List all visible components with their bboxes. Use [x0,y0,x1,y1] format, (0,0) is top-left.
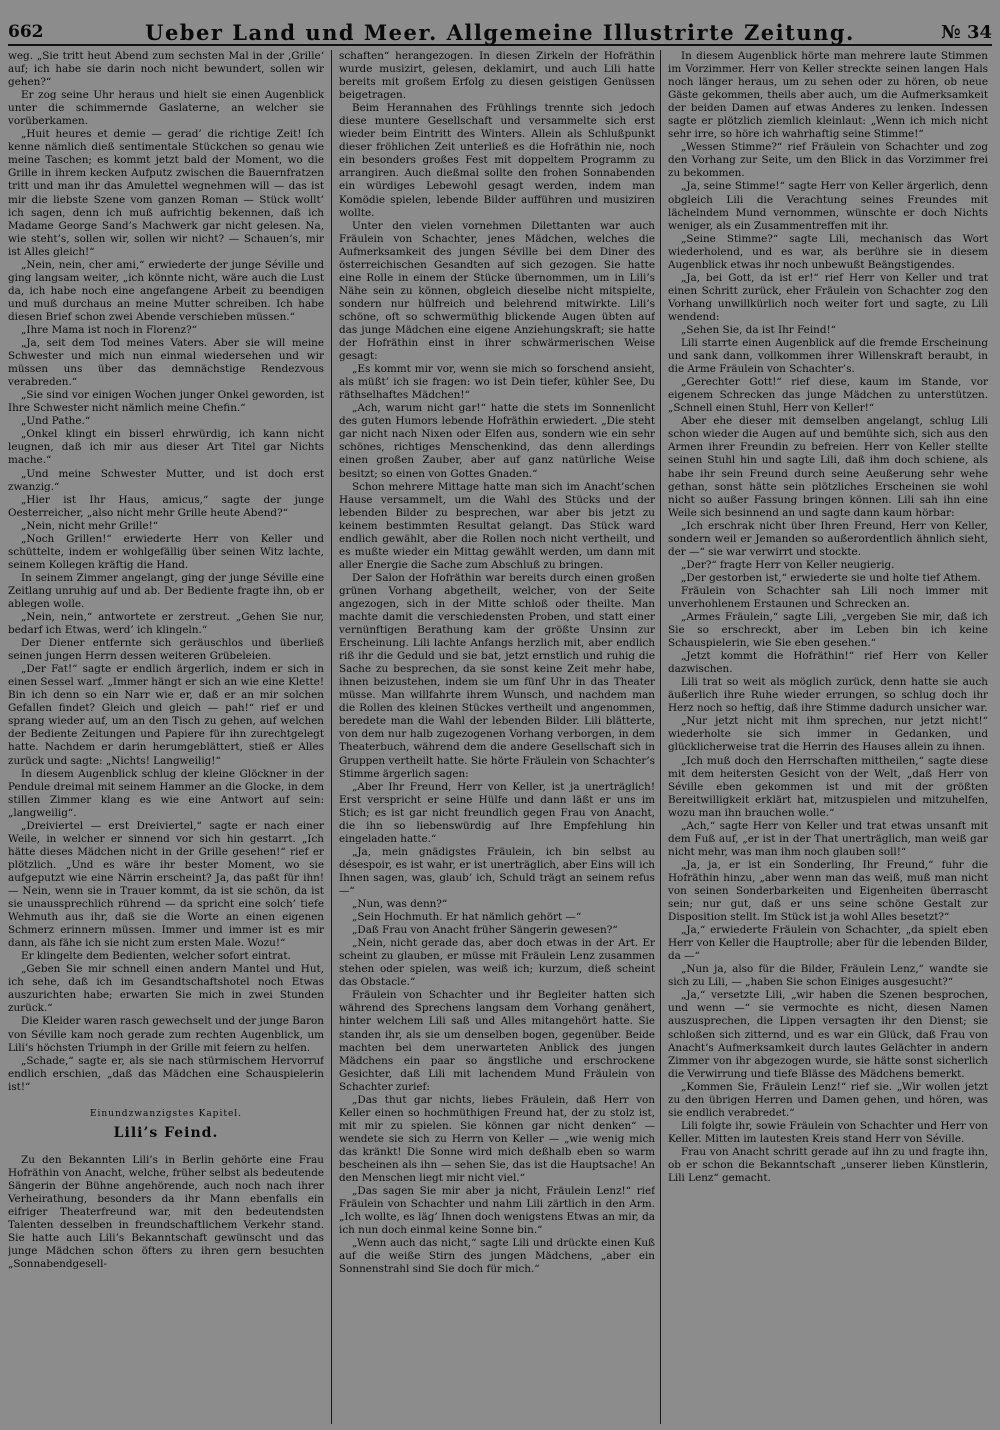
page-header [8,6,992,46]
paragraph: „Ich erschrak nicht über Ihren Freund, Herr von Keller, sondern weil er Jemanden so außerordentlich ähnlich sieht, der —“ sie war verwirrt und stockte. [668,519,988,558]
paragraph: „Es kommt mir vor, wenn sie mich so forschend ansieht, als müßt’ ich sie fragen: wo ist Dein tiefer, kühler See, Du räthselhaftes Mädchen!“ [339,363,655,402]
column-divider [660,50,661,1424]
chapter-label: Einundzwanzigstes Kapitel. [89,1108,243,1119]
paragraph: In diesem Augenblick schlug der kleine Glöckner in der Pendule dreimal mit seinem Hammer an die Glocke, in dem stillen Zimmer klang es wie eine Antwort auf sein: „langweilig“. [8,767,324,819]
paragraph: „Das sagen Sie mir aber ja nicht, Fräulein Lenz!“ rief Fräulein von Schachter und nahm Lili zärtlich in den Arm. „Ich wollte, es läg’ Ihnen doch wenigstens Etwas an mir, da ich nun doch einmal keine Sonne bin.“ [339,1185,655,1237]
paragraph: „Nur jetzt nicht mit ihm sprechen, nur jetzt nicht!“ wiederholte sie sich immer in Gedanken, und glücklicherweise trat die Herrin des Hauses allein zu ihnen. [668,715,988,754]
paragraph: Beim Herannahen des Frühlings trennte sich jedoch diese muntere Gesellschaft und versammelte sich erst wieder beim Eintritt des Winters. Allein als Schlußpunkt dieser fröhlichen Zeit unterließ es die Hofräthin nie, noch ein besonders großes Fest mit doppeltem Programm zu arrangiren. Auch dießmal sollte den frohen Sonnabenden ein würdiges Lebewohl gesagt werden, indem man Komödie spielen, lebende Bilder aufführen und musiziren wollte. [339,102,655,219]
paragraph: „Geben Sie mir schnell einen andern Mantel und Hut, ich sehe, daß ich im Gesandtschaftshotel noch Etwas auszurichten habe; erwarten Sie mich in zwei Stunden zurück.“ [8,963,324,1015]
paragraph: „Sein Hochmuth. Er hat nämlich gehört —“ [352,911,582,924]
paragraph: „Nein, nein, cher ami,“ erwiederte der junge Séville und ging langsam weiter, „ich könnte nicht, wäre auch die Lust da, ich habe noch eine angefangene Arbeit zu beendigen und muß durchaus an meine Mutter schreiben. Ich habe diesen Brief schon zwei Abende verschieben müssen.“ [8,258,324,323]
paragraph: Aber ehe dieser mit demselben angelangt, schlug Lili schon wieder die Augen auf und bemühte sich, sich aus den Armen ihrer Freundin zu befreien. Herr von Keller stellte seinen Stuhl hin und sagte Lili, daß ihm doch schiene, als habe ihr sein Freund durch seine Aeußerung sehr wehe gethan, sonst hätte sein plötzliches Erscheinen sie wohl nicht so außer Fassung bringen können. Lili sah ihn eine Weile sich besinnend an und sagte dann kaum hörbar: [668,415,988,519]
page-number: 662 [8,22,44,42]
column-divider [331,50,332,1424]
chapter-title: Lili’s Feind. [113,1124,219,1141]
paragraph: „Nein, nein,“ antwortete er zerstreut. „Gehen Sie nur, bedarf ich Etwas, werd’ ich klingeln.“ [8,611,324,637]
paragraph: „Ich muß doch den Herrschaften mittheilen,“ sagte diese mit dem heitersten Gesicht von der Welt, „daß Herr von Séville eben gekommen ist und mit der größten Bereitwilligkeit erklärt hat, mitzuspielen und mitzuhelfen, wozu man ihn brauchen wolle.“ [668,754,988,819]
paragraph: Fräulein von Schachter und ihr Begleiter hatten sich während des Sprechens langsam dem Vorhang genähert, hinter welchem Lili saß und Alles mitangehört hatte. Sie standen ihr, als sie um denselben bogen, gegenüber. Beide machten bei dem unerwarteten Anblick des jungen Mädchens ein paar so ängstliche und erschrockene Gesichter, daß Lili mit lachendem Mund Fräulein von Schachter zurief: [339,989,655,1093]
paragraph: Lili trat so weit als möglich zurück, denn hatte sie auch äußerlich ihre Ruhe wieder errungen, so schlug doch ihr Herz noch so heftig, daß ihre Stimme dadurch unsicher war. [668,676,988,715]
paragraph: „Kommen Sie, Fräulein Lenz!“ rief sie. „Wir wollen jetzt zu den übrigen Herren und Damen gehen, und hören, was sie endlich verabredet.“ [668,1080,988,1119]
paragraph: „Ihre Mama ist noch in Florenz?“ [21,323,197,336]
paragraph: „Nun, was denn?“ [352,898,448,911]
paragraph: „Hier ist Ihr Haus, amicus,“ sagte der junge Oesterreicher, „also nicht mehr Grille heute Abend?“ [8,493,324,519]
paragraph: „Jetzt kommt die Hofräthin!“ rief Herr von Keller dazwischen. [668,650,988,676]
paragraph: „Daß Frau von Anacht früher Sängerin gewesen?“ [352,924,618,937]
paragraph: „Schade,“ sagte er, als sie nach stürmischem Hervorruf endlich erschien, „daß das Mädchen eine Schauspielerin ist!“ [8,1054,324,1093]
paragraph: „Gerechter Gott!“ rief diese, kaum im Stande, vor eigenem Schrecken das junge Mädchen zu unterstützen. „Schnell einen Stuhl, Herr von Keller!“ [668,376,988,415]
paragraph: In diesem Augenblick hörte man mehrere laute Stimmen im Vorzimmer. Herr von Keller streckte seinen langen Hals noch länger heraus, um zu sehen oder zu hören, ob neue Gäste gekommen, theils aber auch, um die Aufmerksamkeit der beiden Damen auf etwas Anderes zu lenken. Indessen sagte er plötzlich ziemlich kleinlaut: „Wenn ich mich nicht sehr irre, so höre ich wahrhaftig seine Stimme!“ [668,50,988,141]
paragraph: schaften“ herangezogen. In diesen Zirkeln der Hofräthin wurde musizirt, gelesen, deklamirt, und auch Lili hatte bereits mit großem Erfolg zu diesen geistigen Genüssen beigetragen. [339,50,655,102]
paragraph: „Huit heures et demie — gerad’ die richtige Zeit! Ich kenne nämlich dieß sentimentale Stückchen so genau wie meine Taschen; es kommt jetzt bald der Moment, wo die Grille in ihrem kecken Aufputz zwischen die Bauernfratzen tritt und man ihr das Amulettel wegnehmen will — das ist mir die liebste Szene vom ganzen Roman — Stück wollt’ ich sagen, denn ich muß aufrichtig bekennen, daß ich Madame George Sand’s Machwerk gar nicht gelesen. Na, wie steht’s, sollen wir, sollen wir nicht? — Schauen’s, mir ist Alles gleich!“ [8,128,324,258]
paragraph: „Nein, nicht mehr Grille!“ [21,519,159,532]
paragraph: „Sie sind vor einigen Wochen junger Onkel geworden, ist Ihre Schwester nicht nämlich meine Chefin.“ [8,389,324,415]
paragraph: „Noch Grillen!“ erwiederte Herr von Keller und schüttelte, indem er wohlgefällig über seinen Witz lachte, seinem Kollegen kräftig die Hand. [8,532,324,571]
paragraph: „Nun ja, also für die Bilder, Fräulein Lenz,“ wandte sie sich zu Lili, — „haben Sie schon Einiges ausgesucht?“ [668,963,988,989]
paragraph: Der Salon der Hofräthin war bereits durch einen großen grünen Vorhang abgetheilt, welcher, von der Seite angezogen, sich in der Mitte schloß oder theilte. Man machte damit die verschiedensten Proben, und statt einer vernünftigen Berathung kam der größte Unsinn zur Erscheinung. Lili lachte Anfangs herzlich mit, aber endlich riß ihr die Geduld und sie bat, jetzt ernstlich und ruhig die Sache zu besprechen, da sie sonst keine Zeit mehr habe, ihnen beizustehen, indem sie um fünf Uhr in das Theater müsse. Man willfahrte ihrem Wunsch, und nachdem man die Rollen des kleinen Stückes vertheilt und angenommen, beredete man die Wahl der lebenden Bilder. Lili blätterte, von dem nur halb zugezogenen Vorhang verborgen, in dem Theaterbuch, während dem die andere Gesellschaft sich in Gruppen vertheilt hatte. Sie hörte Fräulein von Schachter’s Stimme ärgerlich sagen: [339,571,655,780]
paragraph: „Der?“ fragte Herr von Keller neugierig. [681,558,895,571]
paragraph: „Das thut gar nichts, liebes Fräulein, daß Herr von Keller einen so hochmüthigen Freund hat, der zu stolz ist, mit mir zu spielen. Sie können gar nicht denken“ — wendete sie sich zu Herrn von Keller — „wie wenig mich das kränkt! Die Sonne wird mich deßhalb eben so warm bescheinen als ihn — sehen Sie, das ist die Hauptsache! An den Menschen liegt mir nicht viel.“ [339,1093,655,1185]
paragraph: Unter den vielen vornehmen Dilettanten war auch Fräulein von Schachter, jenes Mädchen, welches die Aufmerksamkeit des jungen Séville bei dem Diner des österreichischen Gesandten auf sich gezogen. Sie hatte eine Rolle in einem der Stücke übernommen, um in Lili’s Nähe sein zu können, obgleich dieselbe nicht mitspielte, sondern nur hülfreich und belehrend mitwirkte. Lili’s schöne, oft so schwermüthig blickende Augen übten auf das junge Mädchen eine eigene Anziehungskraft; sie hatte der Hofräthin einst in ihrer schwärmerischen Weise gesagt: [339,219,655,363]
paragraph: „Wessen Stimme?“ rief Fräulein von Schachter und zog den Vorhang zur Seite, um den Blick in das Vorzimmer frei zu bekommen. [668,141,988,180]
paragraph: „Ja, mein gnädigstes Fräulein, ich bin selbst au désespoir, es ist wahr, er ist unerträglich, aber Eins will ich Ihnen sagen, was, glaub’ ich, Schuld trägt an seinem refus —“ [339,845,655,897]
paragraph: „Dreiviertel — erst Dreiviertel,“ sagte er nach einer Weile, in welcher er sinnend vor sich hin gestarrt. „Ich hätte dieses Mädchen nicht in der Grille gesehen!“ rief er plötzlich. „Und es wäre ihr bester Moment, wo sie aufgeputzt wie eine Närrin erscheint? Ja, das paßt für ihn! — Nein, wenn sie in Trauer kommt, da ist sie schön, da ist sie unaussprechlich rührend — da spricht eine solch’ tiefe Wehmuth aus ihr, daß sie die Worte an einen eigenen Schmerz erinnern müssen. Immer und immer ist es mir dann, als fähe ich sie nicht zum ersten Male. Wozu!“ [8,819,324,950]
paragraph: „Und Pathe.“ [21,415,91,428]
paragraph: „Und meine Schwester Mutter, und ist doch erst zwanzig.“ [8,467,324,493]
paragraph: „Ja,“ versetzte Lili, „wir haben die Szenen besprochen, und wenn —“ sie vermochte es nicht, diesen Namen auszusprechen, die Lippen versagten ihr den Dienst; sie schloßen sich zitternd, und es war ein Glück, daß Frau von Anacht’s Aufmerksamkeit durch lautes Gelächter in andern Zimmer von ihr abgezogen wurde, sie hätte sonst sicherlich die Verwirrung und tiefe Blässe des Mädchens bemerkt. [668,989,988,1080]
column-3 [668,50,988,1424]
paragraph: „Aber Ihr Freund, Herr von Keller, ist ja unerträglich! Erst verspricht er seine Hülfe und dann läßt er uns im Stich; es ist gar nicht freundlich gegen Frau von Anacht, die ihn so liebenswürdig auf Ihre Empfehlung hin eingeladen hatte.“ [339,780,655,845]
paragraph: Frau von Anacht schritt gerade auf ihn zu und fragte ihn, ob er schon die Bekanntschaft „unserer lieben Künstlerin, Lili Lenz“ gemacht. [668,1145,988,1185]
paragraph: „Sehen Sie, da ist Ihr Feind!“ [681,323,836,336]
paragraph: weg. „Sie tritt heut Abend zum sechsten Mal in der ‚Grille‘ auf; ich habe sie darin noch nicht bewundert, sollen wir gehen?“ [8,50,324,89]
text-columns [8,50,992,1424]
paragraph: „Nein, nicht gerade das, aber doch etwas in der Art. Er scheint zu glauben, er müsse mit Fräulein Lenz zusammen stehen oder spielen, was weiß ich; kurzum, dieß scheint das Obstacle.“ [339,937,655,989]
paragraph: Er klingelte dem Bedienten, welcher sofort eintrat. [21,950,291,963]
paragraph: „Ja, ja, er ist ein Sonderling, Ihr Freund,“ fuhr die Hofräthin hinzu, „aber wenn man das weiß, muß man nicht von seinen Sonderbarkeiten und Eigenheiten überrascht sein; nur gut, daß er uns seine schöne Gestalt zur Disposition stellt. Im Stück ist ja wohl Alles besetzt?“ [668,858,988,924]
paragraph: „Ja, bei Gott, da ist er!“ rief Herr von Keller und trat einen Schritt zurück, eher Fräulein von Schachter zog den Vorhang unwillkürlich noch weiter fort und sagte, zu Lili wendend: [668,271,988,323]
paragraph: „Seine Stimme?“ sagte Lili, mechanisch das Wort wiederholend, und es war, als berühre sie in diesem Augenblick etwas ihr noch unbewußt Beängstigendes. [668,232,988,271]
paragraph: „Ja, seine Stimme!“ sagte Herr von Keller ärgerlich, denn obgleich Lili die Verachtung seines Freundes mit lächelndem Mund vernommen, wünschte er doch Nichts weniger, als ein Zusammentreffen mit ihr. [668,180,988,232]
paragraph: „Wenn auch das nicht,“ sagte Lili und drückte einen Kuß auf die weiße Stirn des jungen Mädchens, „aber ein Sonnenstrahl sind Sie doch für mich.“ [339,1237,655,1276]
paragraph: „Onkel klingt ein bisserl ehrwürdig, ich kann nicht leugnen, daß ich mir aus dieser Art Titel gar Nichts mache.“ [8,428,324,467]
paragraph: Schon mehrere Mittage hatte man sich im Anacht’schen Hause versammelt, um die Wahl des Stücks und der lebenden Bilder zu besprechen, war aber bis jetzt zu keinem bestimmten Resultat gelangt. Das Stück ward endlich gewählt, aber die Rollen noch nicht vertheilt, und es mußte wieder ein Mittag gewählt werden, um dann mit aller Energie die Sache zum Abschluß zu bringen. [339,480,655,571]
paragraph: Die Kleider waren rasch gewechselt und der junge Baron von Séville kam noch gerade zum rechten Augenblick, um Lili’s höchsten Triumph in der Grille mit feiern zu helfen. [8,1015,324,1054]
paragraph: Lili starrte einen Augenblick auf die fremde Erscheinung und sank dann, vollkommen ihrer Willenskraft beraubt, in die Arme Fräulein von Schachter’s. [668,337,988,376]
paragraph: „Armes Fräulein,“ sagte Lili, „vergeben Sie mir, daß ich Sie so erschreckt, aber im Leben bin ich keine Schauspielerin, wie Sie eben gesehen.“ [668,611,988,650]
column-1 [8,50,324,1424]
paragraph: Fräulein von Schachter sah Lili noch immer mit unverhohlenem Erstaunen und Schrecken an. [668,584,988,610]
masthead-title: Ueber Land und Meer. Allgemeine Illustrirte Zeitung. [145,20,855,45]
paragraph: „Der Fat!“ sagte er endlich ärgerlich, indem er sich in einen Sessel warf. „Immer hängt er sich an wie eine Klette! Bin ich denn so ein Narr wie er, daß er an mir solchen Gefallen findet? Gleich und gleich — pah!“ rief er und sprang wieder auf, um an den Tisch zu gehen, auf welchen der Bediente Zeitungen und Papiere für ihn zurechtgelegt hatte. Nachdem er darin herumgeblättert, stieß er Alles zurück und sagte: „Nichts! Langweilig!“ [8,663,324,767]
paragraph: „Der gestorben ist,“ erwiederte sie und holte tief Athem. [681,571,981,584]
paragraph: Er zog seine Uhr heraus und hielt sie einen Augenblick unter die schimmernde Gaslaterne, an welcher sie vorüberkamen. [8,89,324,128]
paragraph: In seinem Zimmer angelangt, ging der junge Séville eine Zeitlang unruhig auf und ab. Der Bediente fragte ihn, ob er ablegen wolle. [8,571,324,610]
paragraph: Der Diener entfernte sich geräuschlos und überließ seinen jungen Herrn dessen weiteren Grübeleien. [8,637,324,663]
paragraph: „Ja,“ erwiederte Fräulein von Schachter, „da spielt eben Herr von Keller die Hauptrolle; aber für die lebenden Bilder, da —“ [668,924,988,963]
paragraph: Zu den Bekannten Lili’s in Berlin gehörte eine Frau Hofräthin von Anacht, welche, früher selbst als bedeutende Sängerin der Bühne angehörende, auch noch nach ihrer Verheirathung, besonders da ihr Mann ebenfalls ein eifriger Theaterfreund war, mit den bedeutendsten Talenten desselben in freundschaftlichem Verkehr stand. Sie hatte auch Lili’s Bekanntschaft gewünscht und das junge Mädchen schon öfters zu ihren gern besuchten „Sonnabendgesell- [8,1153,324,1271]
paragraph: „Ach,“ sagte Herr von Keller und trat etwas unsanft mit dem Fuß auf, „er ist in der That unerträglich, man weiß gar nicht mehr, was man ihm noch glauben soll!“ [668,819,988,858]
paragraph: „Ach, warum nicht gar!“ hatte die stets im Sonnenlicht des guten Humors lebende Hofräthin erwiedert. „Die steht gar nicht nach Nixen oder Elfen aus, sondern wie ein sehr schönes, richtiges Menschenkind, das denn allerdings einen großen Zauber, aber auf ganz natürliche Weise besitzt; so einen von Gottes Gnaden.“ [339,402,655,480]
column-2 [339,50,655,1424]
issue-number: № 34 [941,22,992,43]
paragraph: „Ja, seit dem Tod meines Vaters. Aber sie will meine Schwester und mich nun einmal wiedersehen und wir müssen uns über das demnächstige Rendezvous verabreden.“ [8,337,324,389]
paragraph: Lili folgte ihr, sowie Fräulein von Schachter und Herr von Keller. Mitten im lautesten Kreis stand Herr von Séville. [668,1119,988,1145]
